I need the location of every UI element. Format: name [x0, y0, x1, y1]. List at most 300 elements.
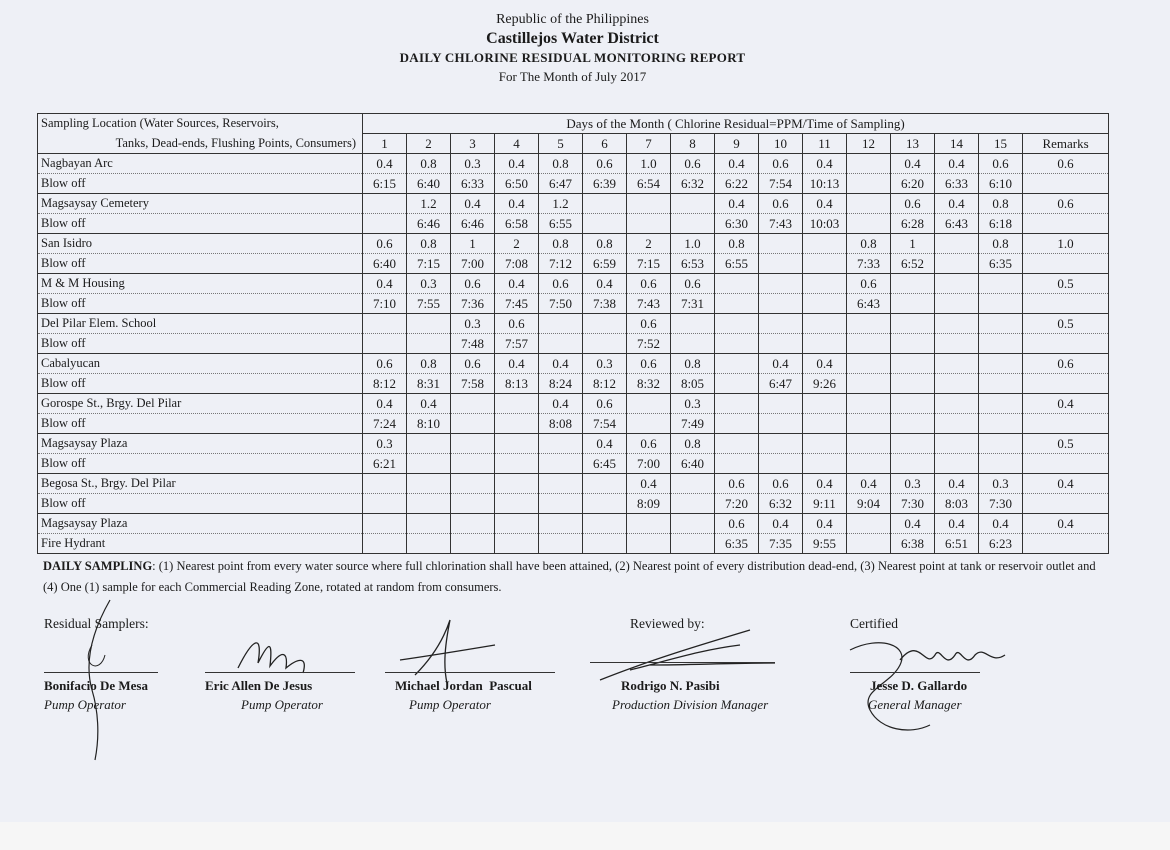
- location-sublabel: Fire Hydrant: [38, 534, 363, 554]
- ppm-cell: 0.4: [363, 154, 407, 174]
- ppm-cell: 0.4: [891, 514, 935, 534]
- time-cell: [891, 374, 935, 394]
- time-cell: [979, 374, 1023, 394]
- remarks-cell: 0.5: [1023, 434, 1109, 454]
- remarks-header: Remarks: [1023, 134, 1109, 154]
- ppm-cell: [451, 474, 495, 494]
- ppm-cell: [847, 314, 891, 334]
- time-cell: [715, 374, 759, 394]
- ppm-cell: [935, 354, 979, 374]
- time-cell: [803, 254, 847, 274]
- time-cell: [715, 414, 759, 434]
- ppm-cell: [627, 194, 671, 214]
- ppm-cell: [671, 194, 715, 214]
- time-cell: 8:05: [671, 374, 715, 394]
- time-cell: 8:24: [539, 374, 583, 394]
- chlorine-residual-table: [37, 113, 1109, 554]
- time-cell: 6:21: [363, 454, 407, 474]
- time-cell: 6:40: [407, 174, 451, 194]
- time-cell: 7:12: [539, 254, 583, 274]
- remarks-cell-empty: [1023, 414, 1109, 434]
- certifier-name: Jesse D. Gallardo: [870, 678, 968, 693]
- ppm-cell: 0.4: [847, 474, 891, 494]
- time-cell: 8:13: [495, 374, 539, 394]
- table-row: [38, 374, 1109, 394]
- ppm-cell: [407, 514, 451, 534]
- time-cell: [935, 414, 979, 434]
- location-name: Cabalyucan: [38, 354, 363, 374]
- ppm-cell: 0.4: [803, 194, 847, 214]
- time-cell: [583, 534, 627, 554]
- ppm-cell: [803, 314, 847, 334]
- time-cell: [935, 294, 979, 314]
- time-cell: [759, 294, 803, 314]
- day-header-5: 5: [539, 134, 583, 154]
- signature-line-3: [385, 672, 555, 673]
- time-cell: 6:10: [979, 174, 1023, 194]
- sampler-1-title: Pump Operator: [44, 697, 126, 712]
- ppm-cell: [539, 434, 583, 454]
- location-name: Magsaysay Plaza: [38, 514, 363, 534]
- remarks-cell: 1.0: [1023, 234, 1109, 254]
- time-cell: [935, 254, 979, 274]
- time-cell: [407, 334, 451, 354]
- ppm-cell: 0.4: [495, 274, 539, 294]
- location-name: Magsaysay Plaza: [38, 434, 363, 454]
- time-cell: 8:08: [539, 414, 583, 434]
- time-cell: [583, 334, 627, 354]
- ppm-cell: [891, 354, 935, 374]
- ppm-cell: [495, 434, 539, 454]
- ppm-cell: [715, 354, 759, 374]
- location-name: M & M Housing: [38, 274, 363, 294]
- ppm-cell: [847, 194, 891, 214]
- time-cell: 6:20: [891, 174, 935, 194]
- time-cell: 6:32: [759, 494, 803, 514]
- ppm-cell: 0.4: [495, 354, 539, 374]
- table-row: [38, 334, 1109, 354]
- time-cell: [451, 454, 495, 474]
- ppm-cell: 0.4: [803, 154, 847, 174]
- samplers-label: Residual Samplers:: [44, 616, 149, 631]
- time-cell: [539, 334, 583, 354]
- time-cell: [583, 494, 627, 514]
- time-cell: 6:28: [891, 214, 935, 234]
- remarks-cell: 0.6: [1023, 154, 1109, 174]
- time-cell: 7:54: [583, 414, 627, 434]
- ppm-cell: 0.4: [583, 274, 627, 294]
- time-cell: 7:58: [451, 374, 495, 394]
- ppm-cell: [891, 394, 935, 414]
- time-cell: [407, 534, 451, 554]
- table-row: [38, 454, 1109, 474]
- day-header-10: 10: [759, 134, 803, 154]
- time-cell: [759, 334, 803, 354]
- day-header-6: 6: [583, 134, 627, 154]
- remarks-cell-empty: [1023, 294, 1109, 314]
- remarks-cell: 0.6: [1023, 354, 1109, 374]
- ppm-cell: 0.8: [979, 234, 1023, 254]
- location-name: Magsaysay Cemetery: [38, 194, 363, 214]
- signature-line-1: [44, 672, 158, 673]
- day-header-2: 2: [407, 134, 451, 154]
- time-cell: 7:24: [363, 414, 407, 434]
- remarks-cell: 0.4: [1023, 394, 1109, 414]
- ppm-cell: [935, 394, 979, 414]
- time-cell: 9:55: [803, 534, 847, 554]
- ppm-cell: [363, 474, 407, 494]
- ppm-cell: 0.6: [759, 194, 803, 214]
- certified-label: Certified: [850, 616, 898, 631]
- ppm-cell: [891, 434, 935, 454]
- time-cell: 8:12: [363, 374, 407, 394]
- time-cell: 7:49: [671, 414, 715, 434]
- time-cell: 6:32: [671, 174, 715, 194]
- day-header-14: 14: [935, 134, 979, 154]
- time-cell: 6:35: [715, 534, 759, 554]
- ppm-cell: [715, 314, 759, 334]
- ppm-cell: [759, 274, 803, 294]
- time-cell: 7:00: [451, 254, 495, 274]
- table-row: [38, 294, 1109, 314]
- time-cell: 6:51: [935, 534, 979, 554]
- ppm-cell: [979, 434, 1023, 454]
- ppm-cell: 1.2: [539, 194, 583, 214]
- ppm-cell: 0.4: [935, 474, 979, 494]
- time-cell: 6:59: [583, 254, 627, 274]
- ppm-cell: [583, 314, 627, 334]
- time-cell: 8:09: [627, 494, 671, 514]
- location-sublabel: Blow off: [38, 254, 363, 274]
- time-cell: [627, 534, 671, 554]
- day-header-7: 7: [627, 134, 671, 154]
- ppm-cell: 0.4: [935, 514, 979, 534]
- time-cell: [979, 414, 1023, 434]
- time-cell: [495, 454, 539, 474]
- time-cell: [979, 294, 1023, 314]
- ppm-cell: 0.6: [363, 234, 407, 254]
- table-row: [38, 234, 1109, 254]
- time-cell: 6:55: [715, 254, 759, 274]
- location-sublabel: Blow off: [38, 174, 363, 194]
- ppm-cell: [451, 514, 495, 534]
- ppm-cell: 0.6: [979, 154, 1023, 174]
- ppm-cell: 0.4: [539, 394, 583, 414]
- ppm-cell: [715, 434, 759, 454]
- day-header-13: 13: [891, 134, 935, 154]
- remarks-cell-empty: [1023, 334, 1109, 354]
- report-period: For The Month of July 2017: [498, 69, 647, 84]
- time-cell: [803, 414, 847, 434]
- ppm-cell: 0.3: [671, 394, 715, 414]
- time-cell: [847, 534, 891, 554]
- time-cell: [891, 414, 935, 434]
- time-cell: [935, 334, 979, 354]
- table-row: [38, 354, 1109, 374]
- time-cell: 7:00: [627, 454, 671, 474]
- day-header-9: 9: [715, 134, 759, 154]
- ppm-cell: [495, 474, 539, 494]
- ppm-cell: [671, 474, 715, 494]
- time-cell: 8:31: [407, 374, 451, 394]
- time-cell: [935, 374, 979, 394]
- time-cell: 6:43: [847, 294, 891, 314]
- day-header-8: 8: [671, 134, 715, 154]
- ppm-cell: 0.4: [759, 514, 803, 534]
- time-cell: 7:45: [495, 294, 539, 314]
- time-cell: [363, 534, 407, 554]
- table-row: [38, 414, 1109, 434]
- time-cell: [363, 334, 407, 354]
- time-cell: 6:15: [363, 174, 407, 194]
- table-row: [38, 514, 1109, 534]
- time-cell: [979, 454, 1023, 474]
- ppm-cell: 2: [627, 234, 671, 254]
- ppm-cell: [935, 434, 979, 454]
- time-cell: 7:15: [627, 254, 671, 274]
- time-cell: [583, 214, 627, 234]
- time-cell: [363, 214, 407, 234]
- day-header-11: 11: [803, 134, 847, 154]
- time-cell: 6:55: [539, 214, 583, 234]
- time-cell: [979, 334, 1023, 354]
- header-republic: Republic of the Philippines: [496, 12, 649, 27]
- location-header-line1: Sampling Location (Water Sources, Reservoirs,: [38, 114, 363, 134]
- time-cell: 6:47: [759, 374, 803, 394]
- ppm-cell: 0.6: [627, 354, 671, 374]
- time-cell: [715, 334, 759, 354]
- time-cell: 7:57: [495, 334, 539, 354]
- ppm-cell: [935, 314, 979, 334]
- time-cell: [803, 334, 847, 354]
- ppm-cell: 0.4: [539, 354, 583, 374]
- time-cell: 8:03: [935, 494, 979, 514]
- ppm-cell: [979, 354, 1023, 374]
- ppm-cell: 0.6: [715, 514, 759, 534]
- ppm-cell: 0.4: [803, 474, 847, 494]
- time-cell: 6:52: [891, 254, 935, 274]
- sampler-3-title: Pump Operator: [409, 697, 491, 712]
- ppm-cell: [539, 514, 583, 534]
- ppm-cell: [539, 474, 583, 494]
- sampler-3-name: Michael Jordan Pascual: [395, 678, 532, 693]
- time-cell: [539, 534, 583, 554]
- time-cell: 6:40: [363, 254, 407, 274]
- time-cell: 6:33: [935, 174, 979, 194]
- time-cell: 6:23: [979, 534, 1023, 554]
- time-cell: 8:10: [407, 414, 451, 434]
- signature-mark-4: [590, 625, 780, 685]
- sampler-2-title: Pump Operator: [241, 697, 323, 712]
- ppm-cell: 0.6: [891, 194, 935, 214]
- time-cell: [759, 454, 803, 474]
- remarks-cell-empty: [1023, 214, 1109, 234]
- ppm-cell: [495, 514, 539, 534]
- remarks-cell-empty: [1023, 374, 1109, 394]
- ppm-cell: 0.6: [847, 274, 891, 294]
- ppm-cell: 0.6: [539, 274, 583, 294]
- time-cell: 7:38: [583, 294, 627, 314]
- ppm-cell: 0.4: [495, 194, 539, 214]
- ppm-cell: [979, 274, 1023, 294]
- ppm-cell: [715, 274, 759, 294]
- ppm-cell: [407, 314, 451, 334]
- time-cell: [715, 294, 759, 314]
- ppm-cell: 0.6: [451, 274, 495, 294]
- table-row: [38, 314, 1109, 334]
- day-header-1: 1: [363, 134, 407, 154]
- ppm-cell: [803, 394, 847, 414]
- signature-line-5: [850, 672, 980, 673]
- time-cell: [627, 414, 671, 434]
- ppm-cell: 0.4: [495, 154, 539, 174]
- ppm-cell: 0.6: [495, 314, 539, 334]
- table-row: [38, 394, 1109, 414]
- time-cell: 7:15: [407, 254, 451, 274]
- signature-mark-2: [228, 628, 328, 678]
- time-cell: [407, 454, 451, 474]
- remarks-cell: 0.4: [1023, 514, 1109, 534]
- time-cell: 7:43: [627, 294, 671, 314]
- ppm-cell: [847, 154, 891, 174]
- ppm-cell: 0.6: [583, 154, 627, 174]
- time-cell: [407, 494, 451, 514]
- ppm-cell: 0.4: [935, 154, 979, 174]
- time-cell: 8:12: [583, 374, 627, 394]
- time-cell: [847, 174, 891, 194]
- ppm-cell: 0.8: [671, 434, 715, 454]
- ppm-cell: 0.6: [715, 474, 759, 494]
- report-header: [0, 10, 1145, 86]
- signature-line-4: [590, 662, 775, 663]
- table-row: [38, 474, 1109, 494]
- sampler-1-name: Bonifacio De Mesa: [44, 678, 148, 693]
- time-cell: 10:03: [803, 214, 847, 234]
- time-cell: 6:50: [495, 174, 539, 194]
- time-cell: 9:04: [847, 494, 891, 514]
- time-cell: 7:48: [451, 334, 495, 354]
- ppm-cell: [539, 314, 583, 334]
- time-cell: 7:35: [759, 534, 803, 554]
- ppm-cell: 0.8: [715, 234, 759, 254]
- time-cell: 6:46: [407, 214, 451, 234]
- reviewed-label: Reviewed by:: [630, 616, 705, 631]
- time-cell: [539, 454, 583, 474]
- time-cell: [451, 534, 495, 554]
- ppm-cell: [935, 234, 979, 254]
- ppm-cell: 0.6: [759, 154, 803, 174]
- time-cell: [803, 454, 847, 474]
- signature-mark-3: [395, 615, 505, 685]
- location-sublabel: Blow off: [38, 214, 363, 234]
- table-row: [38, 214, 1109, 234]
- time-cell: 6:53: [671, 254, 715, 274]
- time-cell: [627, 214, 671, 234]
- table-row: [38, 434, 1109, 454]
- time-cell: [847, 214, 891, 234]
- location-sublabel: Blow off: [38, 334, 363, 354]
- time-cell: [891, 334, 935, 354]
- ppm-cell: 1: [891, 234, 935, 254]
- time-cell: 7:30: [979, 494, 1023, 514]
- time-cell: 6:43: [935, 214, 979, 234]
- location-sublabel: Blow off: [38, 494, 363, 514]
- time-cell: 7:54: [759, 174, 803, 194]
- location-name: Gorospe St., Brgy. Del Pilar: [38, 394, 363, 414]
- time-cell: [451, 414, 495, 434]
- ppm-cell: 1.0: [671, 234, 715, 254]
- certifier-title: General Manager: [868, 697, 962, 712]
- time-cell: [671, 494, 715, 514]
- ppm-cell: 0.8: [671, 354, 715, 374]
- location-sublabel: Blow off: [38, 454, 363, 474]
- day-header-3: 3: [451, 134, 495, 154]
- ppm-cell: [671, 514, 715, 534]
- ppm-cell: [583, 194, 627, 214]
- ppm-cell: 0.8: [539, 234, 583, 254]
- sampler-2-name: Eric Allen De Jesus: [205, 678, 313, 693]
- time-cell: [935, 454, 979, 474]
- table-row: [38, 174, 1109, 194]
- ppm-cell: 0.6: [627, 434, 671, 454]
- ppm-cell: 0.4: [935, 194, 979, 214]
- scan-bottom-margin: [0, 822, 1170, 850]
- ppm-cell: [407, 474, 451, 494]
- location-name: Del Pilar Elem. School: [38, 314, 363, 334]
- time-cell: 10:13: [803, 174, 847, 194]
- ppm-cell: 0.6: [627, 274, 671, 294]
- ppm-cell: [847, 354, 891, 374]
- ppm-cell: 0.6: [671, 274, 715, 294]
- time-cell: 6:18: [979, 214, 1023, 234]
- ppm-cell: 0.4: [803, 514, 847, 534]
- time-cell: [803, 294, 847, 314]
- ppm-cell: 0.4: [451, 194, 495, 214]
- ppm-cell: 0.8: [583, 234, 627, 254]
- ppm-cell: 1.2: [407, 194, 451, 214]
- time-cell: 6:33: [451, 174, 495, 194]
- remarks-cell: 0.5: [1023, 314, 1109, 334]
- ppm-cell: 2: [495, 234, 539, 254]
- ppm-cell: [803, 234, 847, 254]
- ppm-cell: [627, 394, 671, 414]
- ppm-cell: [979, 394, 1023, 414]
- time-cell: [671, 334, 715, 354]
- table-row: [38, 494, 1109, 514]
- ppm-cell: [803, 434, 847, 454]
- time-cell: [759, 414, 803, 434]
- ppm-cell: 0.4: [979, 514, 1023, 534]
- ppm-cell: 0.8: [539, 154, 583, 174]
- table-row: [38, 274, 1109, 294]
- remarks-cell-empty: [1023, 454, 1109, 474]
- table-header-row-1: [38, 114, 1109, 134]
- time-cell: [495, 414, 539, 434]
- time-cell: 6:22: [715, 174, 759, 194]
- time-cell: 7:50: [539, 294, 583, 314]
- time-cell: [847, 374, 891, 394]
- time-cell: 7:31: [671, 294, 715, 314]
- ppm-cell: 0.6: [759, 474, 803, 494]
- remarks-cell: 0.5: [1023, 274, 1109, 294]
- time-cell: 7:52: [627, 334, 671, 354]
- ppm-cell: [891, 314, 935, 334]
- location-sublabel: Blow off: [38, 414, 363, 434]
- time-cell: [759, 254, 803, 274]
- day-header-4: 4: [495, 134, 539, 154]
- time-cell: 6:38: [891, 534, 935, 554]
- time-cell: 6:45: [583, 454, 627, 474]
